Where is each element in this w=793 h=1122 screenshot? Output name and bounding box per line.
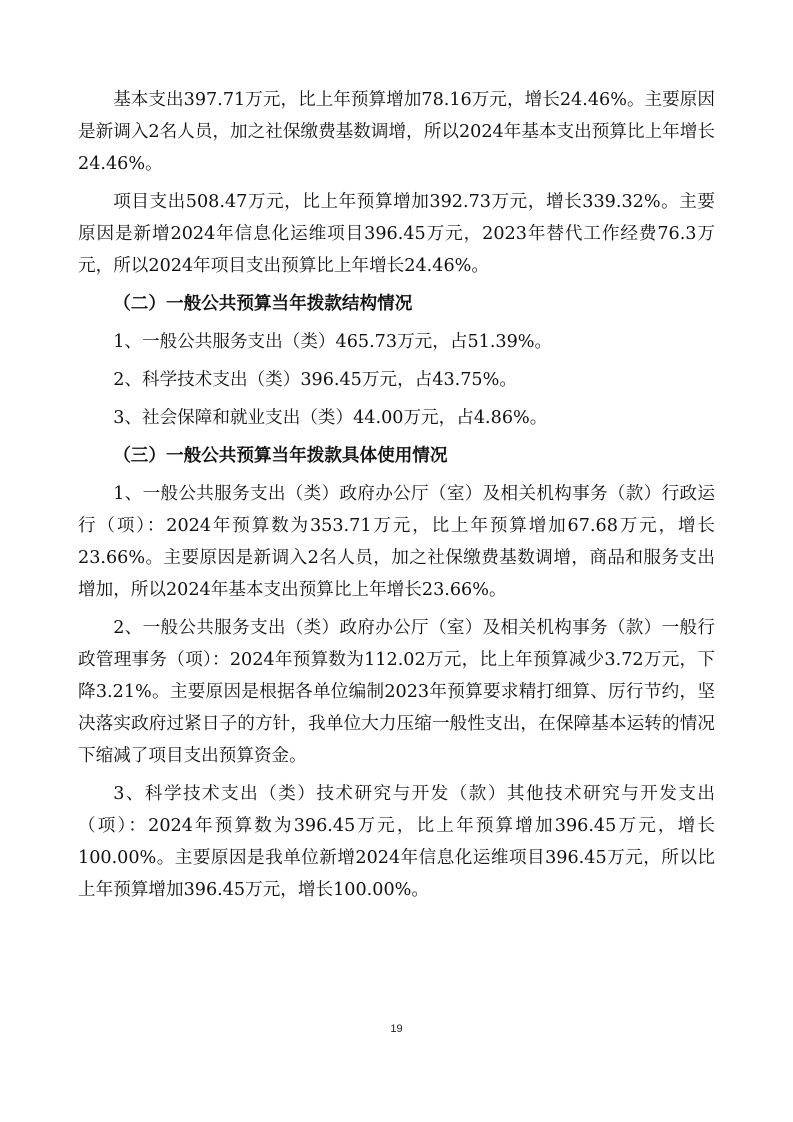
paragraph-technology-research: 3、科学技术支出（类）技术研究与开发（款）其他技术研究与开发支出（项）：2024年预算数为396.45万元，比上年预算增加396.45万元，增长100.00%。主要原因是我单位新增2024年信息化运维项目396.45万元，所以比上年预算增加396.45万元，增长100.00%。 [78, 784, 715, 900]
paragraph-basic-expenditure: 基本支出397.71万元，比上年预算增加78.16万元，增长24.46%。主要原因是新调入2名人员，加之社保缴费基数调增，所以2024年基本支出预算比上年增长24.46%。 [78, 90, 715, 174]
paragraph-administrative-operation: 1、一般公共服务支出（类）政府办公厅（室）及相关机构事务（款）行政运行（项）：2024年预算数为353.71万元，比上年预算增加67.68万元，增长23.66%。主要原因是新调入2名人员，加之社保缴费基数调增，商品和服务支出增加，所以2024年基本支出预算比上年增长23.66%。 [78, 484, 715, 600]
paragraph-general-administration: 2、一般公共服务支出（类）政府办公厅（室）及相关机构事务（款）一般行政管理事务（项）：2024年预算数为112.02万元，比上年预算减少3.72万元，下降3.21%。主要原因是根据各单位编制2023年预算要求精打细算、厉行节约，坚决落实政府过紧日子的方针，我单位大力压缩一般性支出，在保障基本运转的情况下缩减了项目支出预算资金。 [78, 618, 715, 766]
section-heading-allocation-structure: （二）一般公共预算当年拨款结构情况 [113, 293, 413, 314]
list-item-science-technology: 2、科学技术支出（类）396.45万元，占43.75%。 [113, 370, 517, 390]
section-heading-allocation-usage: （三）一般公共预算当年拨款具体使用情况 [113, 445, 448, 466]
page-body [78, 84, 715, 906]
paragraph-project-expenditure: 项目支出508.47万元，比上年预算增加392.73万元，增长339.32%。主要原因是新增2024年信息化运维项目396.45万元，2023年替代工作经费76.3万元，所以2024年项目支出预算比上年增长24.46%。 [78, 192, 715, 276]
list-item-social-security: 3、社会保障和就业支出（类）44.00万元，占4.86%。 [113, 408, 548, 428]
page-number: 19 [390, 1023, 403, 1035]
list-item-general-public-services: 1、一般公共服务支出（类）465.73万元，占51.39%。 [113, 332, 553, 352]
